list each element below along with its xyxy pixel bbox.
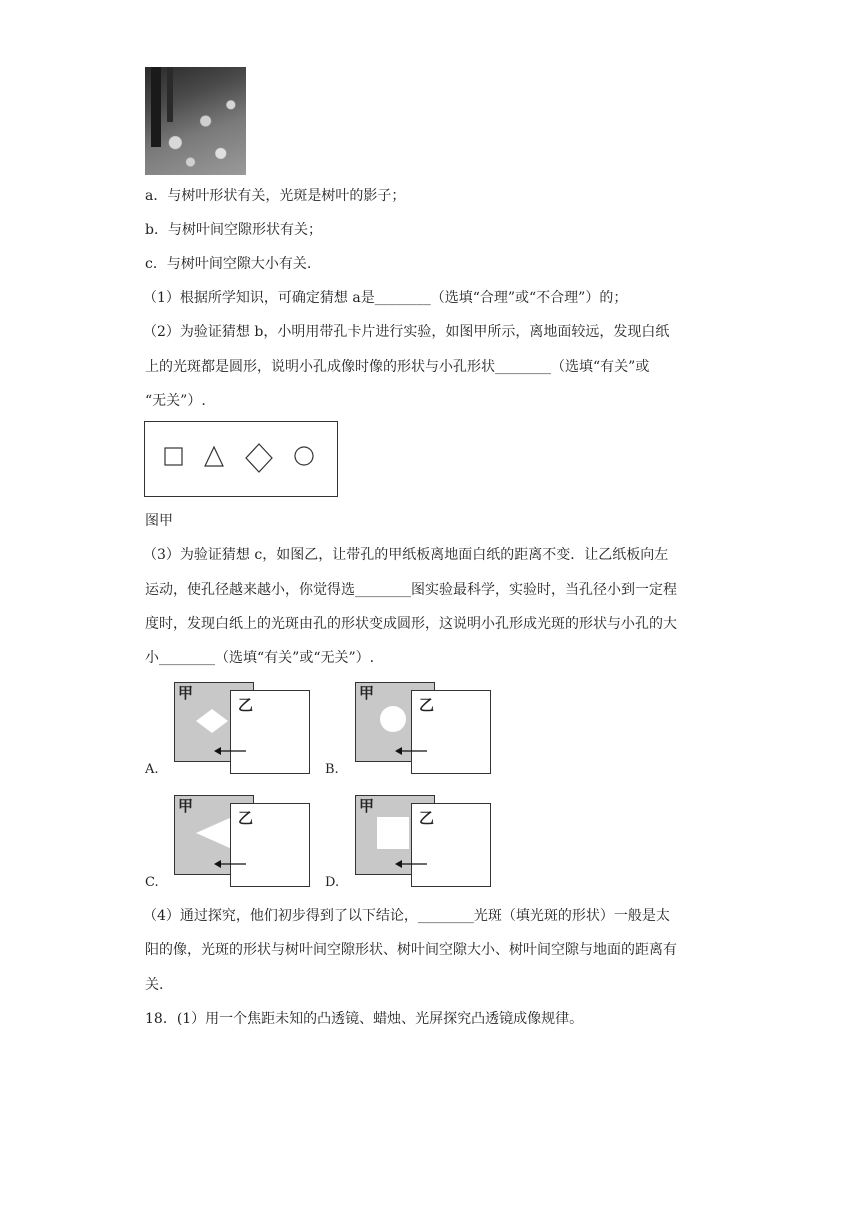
plate-jia-label: 甲 (178, 797, 194, 815)
option-letter: C. (145, 875, 159, 890)
plate-yi-label: 乙 (419, 696, 435, 714)
plate-jia-label: 甲 (359, 684, 375, 702)
option-letter: A. (145, 762, 159, 777)
figure-jia-caption: 图甲 (145, 513, 173, 529)
arrow-left-icon (214, 747, 221, 755)
option-letter: B. (325, 762, 339, 777)
question-1: （1）根据所学知识，可确定猜想 a是________（选填“合理”或“不合理”）的； (143, 290, 628, 306)
guess-c: c．与树叶间空隙大小有关. (145, 256, 312, 272)
question-3-line-1: （3）为验证猜想 c，如图乙，让带孔的甲纸板离地面白纸的距离不变．让乙纸板向左 (143, 547, 669, 563)
question-2-line-2: 上的光斑都是圆形，说明小孔成像时像的形状与小孔形状________（选填“有关”或 (145, 359, 650, 375)
question-4-line-2: 阳的像，光斑的形状与树叶间空隙形状、树叶间空隙大小、树叶间空隙与地面的距离有 (145, 942, 677, 958)
tree-shadow-photo (145, 67, 246, 175)
question-4-line-1: （4）通过探究，他们初步得到了以下结论，________光斑（填光斑的形状）一般是太 (143, 908, 670, 924)
question-4-line-3: 关. (145, 977, 164, 993)
plate-yi-label: 乙 (238, 809, 254, 827)
plate-jia-label: 甲 (178, 684, 194, 702)
plate-yi-label: 乙 (238, 696, 254, 714)
guess-b: b．与树叶间空隙形状有关； (145, 222, 322, 238)
question-3-line-4: 小________（选填“有关”或“无关”）. (145, 650, 375, 666)
question-3-line-2: 运动，使孔径越来越小，你觉得选________图实验最科学，实验时，当孔径小到一定程 (145, 582, 677, 598)
question-2-line-1: （2）为验证猜想 b，小明用带孔卡片进行实验，如图甲所示，离地面较远，发现白纸 (143, 324, 670, 340)
plate-jia-label: 甲 (359, 797, 375, 815)
circle-hole-icon (380, 706, 406, 732)
triangle-hole-icon (196, 817, 232, 849)
option-letter: D. (325, 875, 340, 890)
figure-jia-card (144, 421, 339, 498)
question-2-line-3: “无关”）. (145, 393, 206, 409)
plate-yi-label: 乙 (419, 809, 435, 827)
question-18: 18．(1）用一个焦距未知的凸透镜、蜡烛、光屏探究凸透镜成像规律。 (145, 1011, 584, 1027)
square-hole-icon (377, 817, 409, 849)
arrow-left-icon (214, 860, 221, 868)
diamond-hole-icon (196, 709, 228, 733)
arrow-left-icon (395, 747, 402, 755)
guess-a: a．与树叶形状有关，光斑是树叶的影子； (145, 188, 406, 204)
question-3-line-3: 度时，发现白纸上的光斑由孔的形状变成圆形，这说明小孔形成光斑的形状与小孔的大 (145, 616, 677, 632)
arrow-left-icon (395, 860, 402, 868)
